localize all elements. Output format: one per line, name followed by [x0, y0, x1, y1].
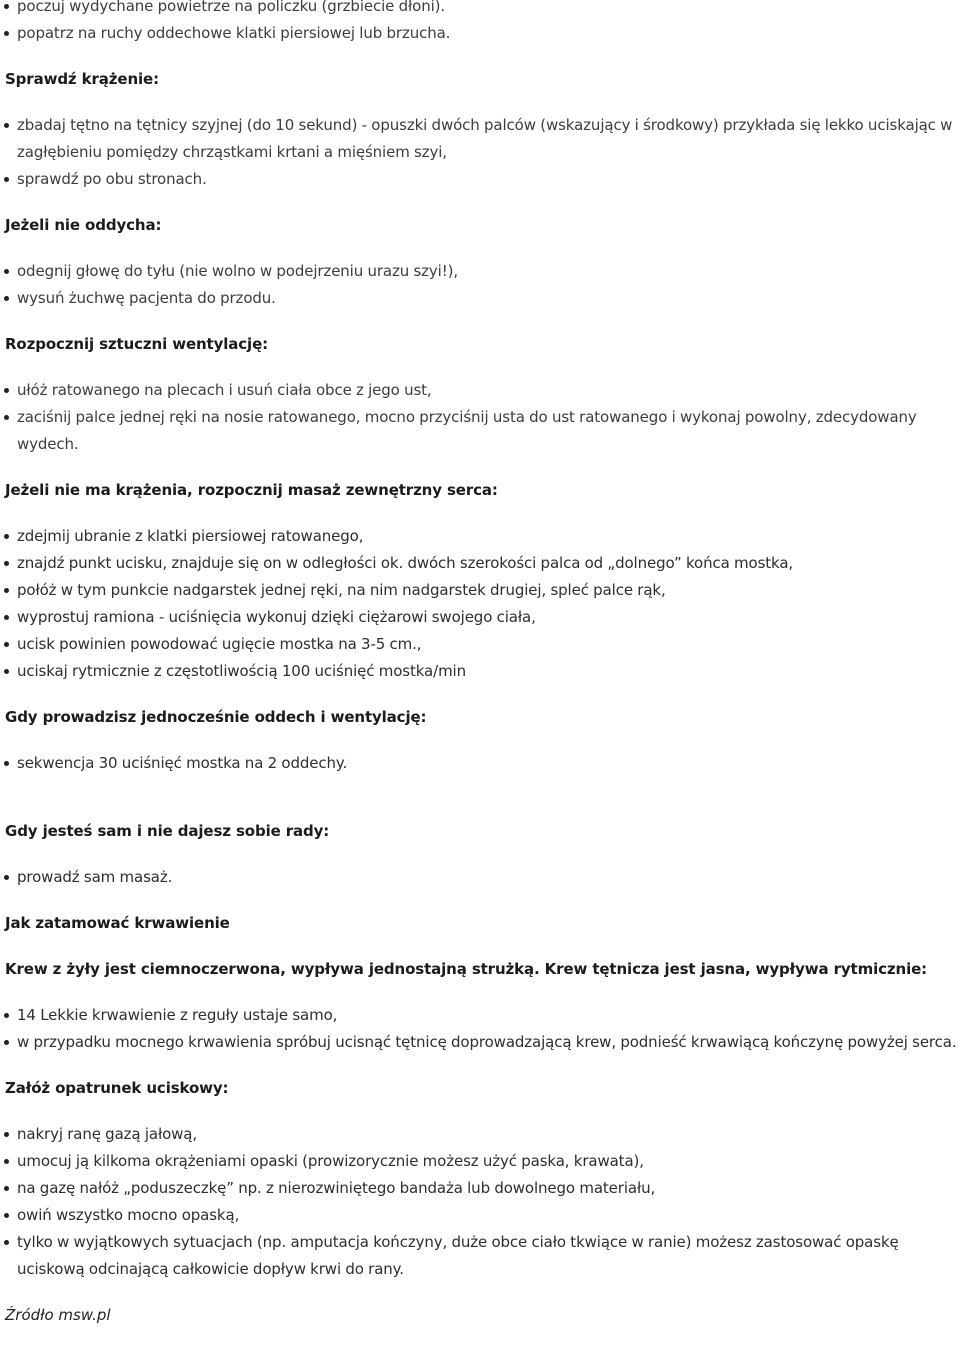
list-item: poczuj wydychane powietrze na policzku (grzbiecie dłoni). — [0, 0, 960, 20]
section-heading-ventilation: Rozpocznij sztuczni wentylację: — [5, 335, 269, 353]
list-item: prowadź sam masaż. — [0, 864, 960, 891]
list-item: ucisk powinien powodować ugięcie mostka na 3-5 cm., — [0, 631, 960, 658]
list-item: tylko w wyjątkowych sytuacjach (np. amputacja kończyny, duże obce ciało tkwiące w ranie) możesz zastosować opaskę uciskową odcinającą całkowicie dopływ krwi do rany. — [0, 1229, 960, 1283]
section-heading-alone: Gdy jesteś sam i nie dajesz sobie rady: — [5, 822, 330, 840]
combined-list — [0, 750, 960, 777]
bleeding-subheading: Krew z żyły jest ciemnoczerwona, wypływa jednostajną strużką. Krew tętnicza jest jasna, wypływa rytmicznie: — [5, 960, 928, 978]
section-heading-dressing: Załóż opatrunek uciskowy: — [5, 1079, 229, 1097]
source-link[interactable]: Źródło msw.pl — [5, 1306, 111, 1324]
list-item: zaciśnij palce jednej ręki na nosie ratowanego, mocno przyciśnij usta do ust ratowanego i wykonaj powolny, zdecydowany wydech. — [0, 404, 960, 458]
list-item: na gazę nałóż „poduszeczkę” np. z nierozwiniętego bandaża lub dowolnego materiału, — [0, 1175, 960, 1202]
source-line — [0, 1302, 960, 1329]
list-item: zdejmij ubranie z klatki piersiowej ratowanego, — [0, 523, 960, 550]
list-item: znajdź punkt ucisku, znajduje się on w odległości ok. dwóch szerokości palca od „dolnego” końca mostka, — [0, 550, 960, 577]
section-heading-not-breathing: Jeżeli nie oddycha: — [5, 216, 162, 234]
section-heading-heart-massage: Jeżeli nie ma krążenia, rozpocznij masaż zewnętrzny serca: — [5, 481, 498, 499]
heart-massage-list — [0, 523, 960, 685]
circulation-list — [0, 112, 960, 193]
list-item: umocuj ją kilkoma okrążeniami opaski (prowizorycznie możesz użyć paska, krawata), — [0, 1148, 960, 1175]
list-item: popatrz na ruchy oddechowe klatki piersiowej lub brzucha. — [0, 20, 960, 47]
list-item: uciskaj rytmicznie z częstotliwością 100 uciśnięć mostka/min — [0, 658, 960, 685]
list-item: odegnij głowę do tyłu (nie wolno w podejrzeniu urazu szyi!), — [0, 258, 960, 285]
intro-list — [0, 0, 960, 47]
alone-list — [0, 864, 960, 891]
list-item: wyprostuj ramiona - uciśnięcia wykonuj dzięki ciężarowi swojego ciała, — [0, 604, 960, 631]
dressing-list — [0, 1121, 960, 1283]
not-breathing-list — [0, 258, 960, 312]
bleeding-list — [0, 1002, 960, 1056]
ventilation-list — [0, 377, 960, 458]
list-item: zbadaj tętno na tętnicy szyjnej (do 10 sekund) - opuszki dwóch palców (wskazujący i środkowy) przykłada się lekko uciskając w zagłębieniu pomiędzy chrząstkami krtani a mięśniem szyi, — [0, 112, 960, 166]
section-heading-combined: Gdy prowadzisz jednocześnie oddech i wentylację: — [5, 708, 427, 726]
list-item: w przypadku mocnego krwawienia spróbuj ucisnąć tętnicę doprowadzającą krew, podnieść krwawiącą kończynę powyżej serca. — [0, 1029, 960, 1056]
list-item: wysuń żuchwę pacjenta do przodu. — [0, 285, 960, 312]
list-item: owiń wszystko mocno opaską, — [0, 1202, 960, 1229]
list-item: ułóż ratowanego na plecach i usuń ciała obce z jego ust, — [0, 377, 960, 404]
section-heading-circulation: Sprawdź krążenie: — [5, 70, 159, 88]
list-item: nakryj ranę gazą jałową, — [0, 1121, 960, 1148]
bleeding-title: Jak zatamować krwawienie — [5, 914, 230, 932]
list-item: połóż w tym punkcie nadgarstek jednej ręki, na nim nadgarstek drugiej, spleć palce rąk, — [0, 577, 960, 604]
list-item: sekwencja 30 uciśnięć mostka na 2 oddechy. — [0, 750, 960, 777]
list-item: sprawdź po obu stronach. — [0, 166, 960, 193]
list-item: 14 Lekkie krwawienie z reguły ustaje samo, — [0, 1002, 960, 1029]
